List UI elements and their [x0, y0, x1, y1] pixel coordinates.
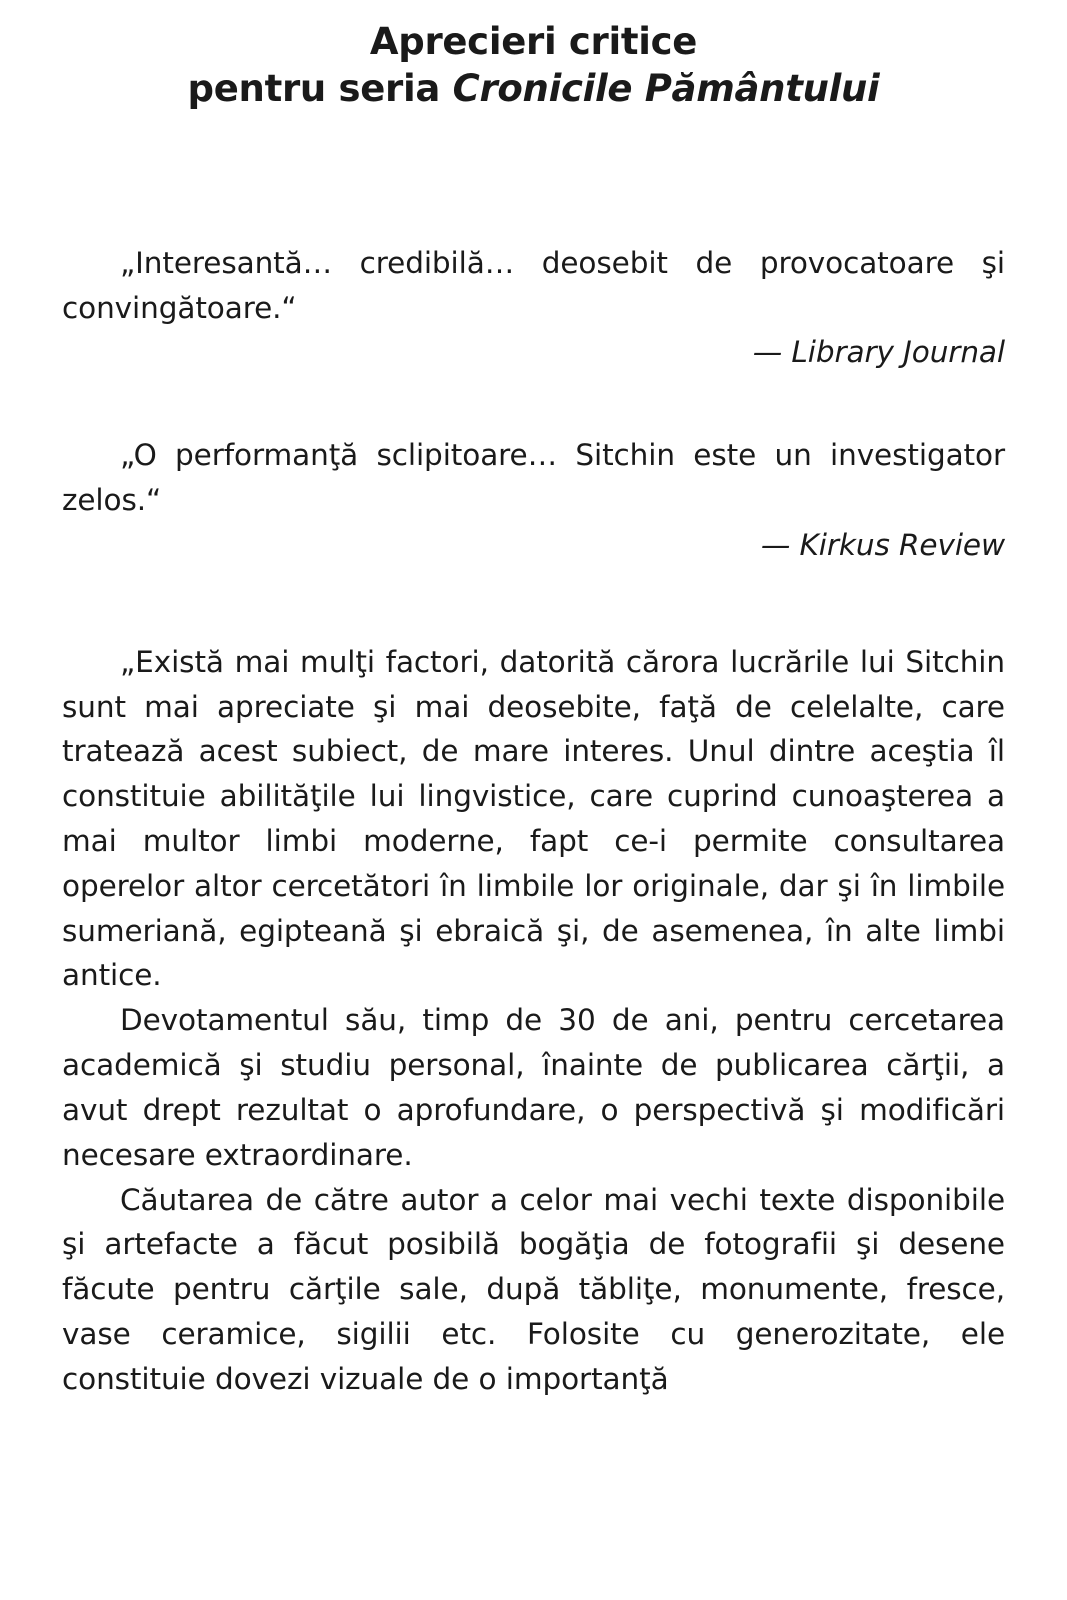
quote-gap-2	[62, 568, 1005, 640]
quote-block-2	[62, 433, 1005, 567]
page-title-series: Cronicile Pământului	[452, 67, 880, 111]
quote-attribution: — Library Journal	[752, 335, 1005, 370]
quote-gap-1	[62, 375, 1005, 433]
main-quote-paragraph: „Există mai mulţi factori, datorită cărora lucrările lui Sitchin sunt mai apreciate şi mai deosebite, faţă de celelalte, care tratează acest subiect, de mare interes. Unul dintre aceştia îl constituie abilităţile lui lingvistice, care cuprind cunoaşterea a mai multor limbi moderne, fapt ce-i permite consultarea operelor altor cercetători în limbile lor originale, dar şi în limbile sumeriană, egipteană şi ebraică şi, de asemenea, în alte limbi antice.	[62, 644, 1005, 993]
quote-text: „O performanţă sclipitoare… Sitchin este un investigator zelos.“	[62, 438, 1005, 518]
page-title-line-1: Aprecieri critice	[369, 20, 698, 63]
quote-block-1	[62, 241, 1005, 375]
quote-text: „Interesantă… credibilă… deosebit de provocatoare şi convingătoare.“	[62, 245, 1005, 325]
main-quote-block	[62, 640, 1005, 1402]
main-quote-paragraph: Devotamentul său, timp de 30 de ani, pentru cercetarea academică şi studiu personal, înainte de publicarea cărţii, a avut drept rezultat o aprofundare, o perspectivă şi modificări necesare extraordinare.	[62, 1003, 1005, 1172]
page-title	[62, 18, 1005, 113]
main-quote-paragraph: Căutarea de către autor a celor mai vechi texte disponibile şi artefacte a făcut posibilă bogăţia de fotografii şi desene făcute pentru cărţile sale, după tăbliţe, monumente, fresce, vase ceramice, sigilii etc. Folosite cu generozitate, ele constituie dovezi vizuale de o importanţă	[62, 1182, 1005, 1396]
title-spacer	[62, 113, 1005, 241]
page-title-prefix: pentru seria	[187, 67, 453, 111]
quote-attribution: — Kirkus Review	[760, 527, 1005, 562]
page-title-line-2	[62, 65, 1005, 112]
